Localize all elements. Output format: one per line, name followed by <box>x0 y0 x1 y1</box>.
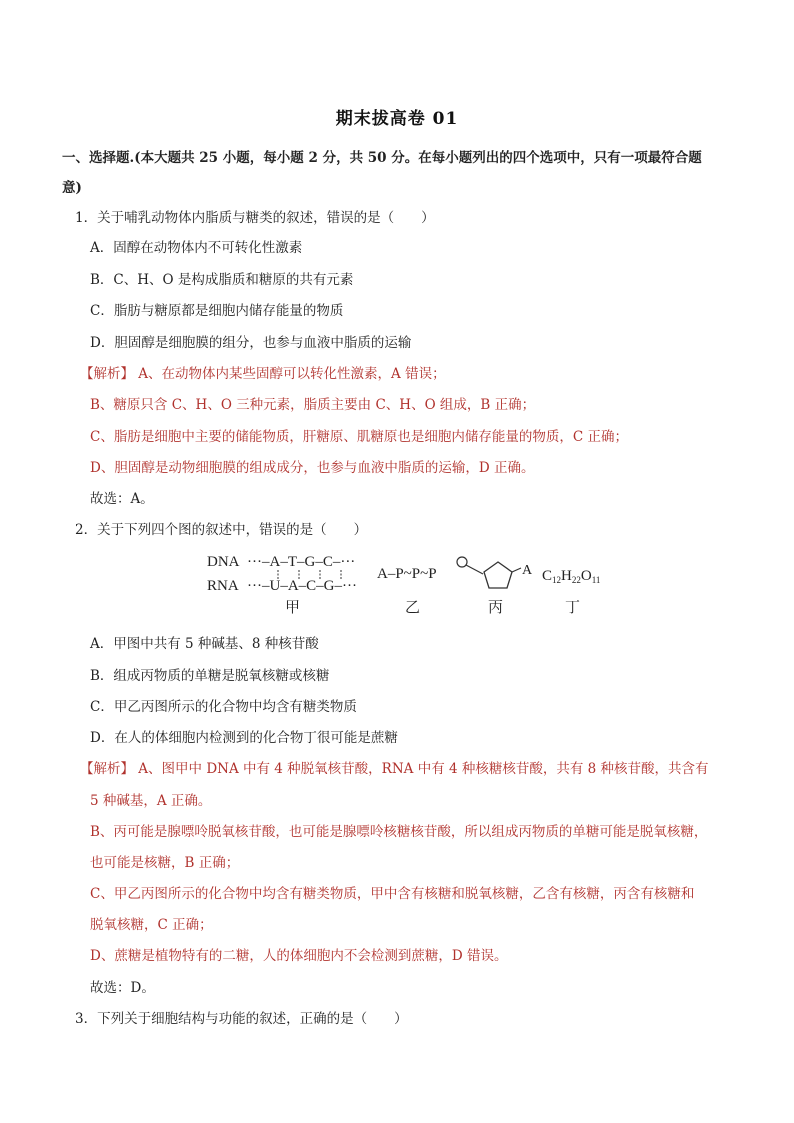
question-2-option-d: D．在人的体细胞内检测到的化合物丁很可能是蔗糖 <box>90 730 398 746</box>
rna-label: RNA <box>207 578 239 594</box>
question-2-option-a: A．甲图中共有 5 种碱基、8 种核苷酸 <box>90 636 319 652</box>
analysis-line: 也可能是核糖，B 正确； <box>90 855 240 871</box>
question-1-option-b: B．C、H、O 是构成脂质和糖原的共有元素 <box>90 272 354 288</box>
rna-sequence: ···–U–A–C–G–··· <box>247 578 357 594</box>
sucrose-formula: $C_{12}H_{22}O_{11}$ <box>542 568 601 585</box>
question-3-stem: 3．下列关于细胞结构与功能的叙述，正确的是（ ） <box>75 1011 408 1027</box>
analysis-line: D、蔗糖是植物特有的二糖，人的体细胞内不会检测到蔗糖，D 错误。 <box>90 948 508 964</box>
question-1-option-c: C．脂肪与糖原都是细胞内储存能量的物质 <box>90 303 344 319</box>
section-heading: 一、选择题.(本大题共 25 小题，每小题 2 分，共 50 分。在每小题列出的四个选项中，只有一项最符合题 <box>62 150 702 166</box>
dna-sequence: ···–A–T–G–C–··· <box>247 554 356 570</box>
base-label: A <box>522 563 533 578</box>
page-title: 期末拔高卷 01 <box>335 109 459 129</box>
question-1-answer: 故选：A。 <box>90 491 154 507</box>
analysis-line: C、脂肪是细胞中主要的储能物质，肝糖原、肌糖原也是细胞内储存能量的物质，C 正确； <box>90 429 628 445</box>
question-2-option-b: B．组成丙物质的单糖是脱氧核糖或核糖 <box>90 668 330 684</box>
figure-label-ding: 丁 <box>565 600 581 616</box>
analysis-tag: 【解析】 <box>80 366 134 382</box>
analysis-line: A、在动物体内某些固醇可以转化性激素，A 错误； <box>134 366 446 382</box>
analysis-line: C、甲乙丙图所示的化合物中均含有糖类物质，甲中含有核糖和脱氧核糖，乙含有核糖，丙含有核糖和 <box>90 886 695 902</box>
question-1-analysis <box>80 362 446 382</box>
section-heading-cont: 意) <box>62 180 82 196</box>
question-2-analysis <box>80 757 709 777</box>
figure-label-jia: 甲 <box>285 600 301 616</box>
analysis-line: B、糖原只含 C、H、O 三种元素，脂质主要由 C、H、O 组成，B 正确； <box>90 397 536 413</box>
analysis-line: A、图甲中 DNA 中有 4 种脱氧核苷酸，RNA 中有 4 种核糖核苷酸，共有 8 种核苷酸，共含有 <box>134 761 709 777</box>
question-2-answer: 故选：D。 <box>90 980 155 996</box>
figure-label-yi: 乙 <box>405 600 421 616</box>
question-1-option-d: D．胆固醇是细胞膜的组分，也参与血液中脂质的运输 <box>90 335 412 351</box>
dna-label: DNA <box>207 554 240 570</box>
analysis-line: D、胆固醇是动物细胞膜的组成成分，也参与血液中脂质的运输，D 正确。 <box>90 460 535 476</box>
analysis-line: B、丙可能是腺嘌呤脱氧核苷酸，也可能是腺嘌呤核糖核苷酸，所以组成丙物质的单糖可能是脱氧核糖， <box>90 824 708 840</box>
question-2-stem: 2．关于下列四个图的叙述中，错误的是（ ） <box>75 522 368 538</box>
figure-label-bing: 丙 <box>488 600 504 616</box>
analysis-tag: 【解析】 <box>80 761 134 777</box>
question-2-option-c: C．甲乙丙图所示的化合物中均含有糖类物质 <box>90 699 357 715</box>
nucleotide-diagram <box>457 557 533 588</box>
question-2-figure <box>205 548 625 618</box>
analysis-line: 脱氧核糖，C 正确； <box>90 917 213 933</box>
question-1-option-a: A．固醇在动物体内不可转化性激素 <box>90 240 303 256</box>
question-1-stem: 1．关于哺乳动物体内脂质与糖类的叙述，错误的是（ ） <box>75 210 435 226</box>
analysis-line: 5 种碱基，A 正确。 <box>90 793 212 809</box>
atp-structure: A–P~P~P <box>377 566 437 582</box>
